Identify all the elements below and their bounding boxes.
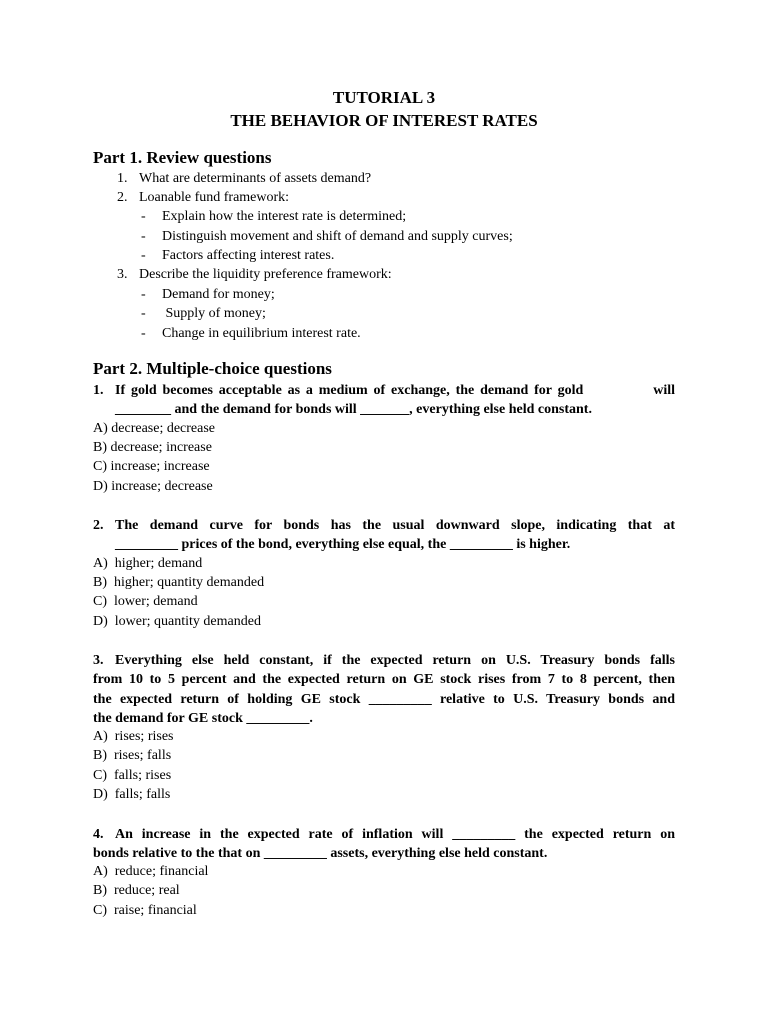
question-text-line: bonds relative to the that on _________ assets, everything else held constant.	[93, 846, 548, 861]
question-text: If gold becomes acceptable as a medium of exchange, the demand for gold will	[115, 383, 675, 398]
part2-heading: Part 2. Multiple-choice questions	[93, 359, 332, 378]
list-bullet: -	[141, 287, 146, 302]
part1-heading: Part 1. Review questions	[93, 148, 272, 167]
answer-option: D) increase; decrease	[93, 479, 213, 494]
answer-option: C) lower; demand	[93, 594, 198, 609]
question-text: An increase in the expected rate of inflation will _________ the expected return on	[115, 827, 675, 842]
list-number: 3.	[117, 267, 128, 282]
question-text-line: _________ prices of the bond, everything else equal, the _________ is higher.	[115, 537, 571, 552]
list-bullet: -	[141, 248, 146, 263]
list-bullet: -	[141, 326, 146, 341]
list-item: Demand for money;	[162, 287, 275, 302]
question-text-line	[93, 825, 675, 844]
question-text: Everything else held constant, if the expected return on U.S. Treasury bonds falls	[115, 653, 675, 668]
question-text-line	[93, 381, 675, 400]
question-text-line: the expected return of holding GE stock _________ relative to U.S. Treasury bonds and	[93, 692, 675, 707]
question-text-line	[93, 651, 675, 670]
list-item: Distinguish movement and shift of demand and supply curves;	[162, 229, 513, 244]
question-number: 4.	[93, 827, 104, 842]
answer-option: C) falls; rises	[93, 768, 172, 783]
answer-option: B) rises; falls	[93, 748, 172, 763]
answer-option: A) decrease; decrease	[93, 421, 216, 436]
question-text-line: the demand for GE stock _________.	[93, 711, 313, 726]
list-item: Supply of money;	[162, 306, 266, 321]
list-number: 2.	[117, 190, 128, 205]
question-text-line: from 10 to 5 percent and the expected return on GE stock rises from 7 to 8 percent, then	[93, 672, 675, 687]
answer-option: B) decrease; increase	[93, 440, 212, 455]
list-bullet: -	[141, 209, 146, 224]
list-item: Describe the liquidity preference framework:	[139, 267, 392, 282]
list-item: Explain how the interest rate is determined;	[162, 209, 407, 224]
question-number: 2.	[93, 518, 104, 533]
question-text-line	[93, 516, 675, 535]
answer-option: A) reduce; financial	[93, 864, 209, 879]
question-text-line: ________ and the demand for bonds will _______, everything else held constant.	[115, 402, 592, 417]
document-title: TUTORIAL 3	[332, 88, 436, 107]
answer-option: D) falls; falls	[93, 787, 171, 802]
list-number: 1.	[117, 171, 128, 186]
answer-option: A) rises; rises	[93, 729, 174, 744]
question-number: 1.	[93, 383, 104, 398]
list-bullet: -	[141, 229, 146, 244]
answer-option: C) increase; increase	[93, 459, 210, 474]
list-item: What are determinants of assets demand?	[139, 171, 372, 186]
answer-option: B) higher; quantity demanded	[93, 575, 265, 590]
list-item: Factors affecting interest rates.	[162, 248, 335, 263]
question-text: The demand curve for bonds has the usual downward slope, indicating that at	[115, 518, 675, 533]
answer-option: C) raise; financial	[93, 903, 197, 918]
answer-option: B) reduce; real	[93, 883, 180, 898]
list-item: Loanable fund framework:	[139, 190, 290, 205]
answer-option: A) higher; demand	[93, 556, 203, 571]
answer-option: D) lower; quantity demanded	[93, 614, 261, 629]
list-item: Change in equilibrium interest rate.	[162, 326, 361, 341]
question-number: 3.	[93, 653, 104, 668]
document-subtitle: THE BEHAVIOR OF INTEREST RATES	[230, 111, 538, 130]
list-bullet: -	[141, 306, 146, 321]
